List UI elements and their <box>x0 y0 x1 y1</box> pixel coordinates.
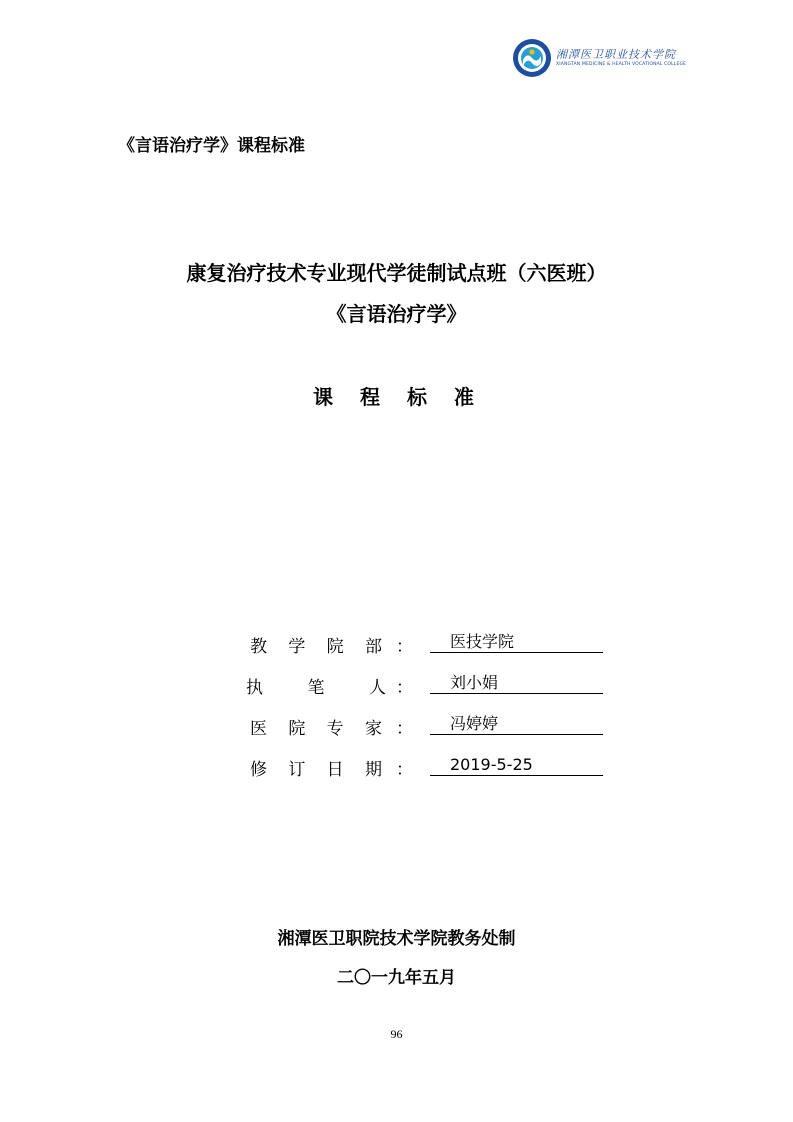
info-value: 冯婷婷 <box>430 714 603 735</box>
college-logo <box>512 38 687 78</box>
page-number: 96 <box>390 1027 403 1041</box>
info-row-revision-date <box>250 753 610 794</box>
info-table <box>246 630 610 794</box>
document-label: 《言语治疗学》课程标准 <box>118 136 305 156</box>
info-colon: ： <box>396 678 413 698</box>
info-label: 教 学 院 部 <box>250 637 382 657</box>
issuing-office: 湘潭医卫职院技术学院教务处制 <box>277 929 516 949</box>
info-label: 医 院 专 家 <box>250 719 382 739</box>
info-row-author <box>246 671 610 712</box>
standard-title: 课 程 标 准 <box>313 385 484 409</box>
logo-english-name: XIANGTAN MEDICINE & HEALTH VOCATIONAL COLLEGE <box>556 62 687 67</box>
issue-date: 二〇一九年五月 <box>337 968 456 988</box>
info-row-department <box>250 630 610 671</box>
info-row-hospital-expert <box>250 712 610 753</box>
info-value: 医技学院 <box>430 632 603 653</box>
info-colon: ： <box>396 719 413 739</box>
logo-chinese-name: 湘潭医卫职业技术学院 <box>556 48 676 61</box>
info-label: 修 订 日 期 <box>250 760 382 780</box>
info-value: 刘小娟 <box>430 673 603 694</box>
info-colon: ： <box>396 637 413 657</box>
course-title: 《言语治疗学》 <box>326 302 467 326</box>
info-label: 执 笔 人 <box>246 678 386 698</box>
info-colon: ： <box>396 760 413 780</box>
info-value: 2019-5-25 <box>430 755 603 776</box>
college-emblem-icon <box>512 38 552 78</box>
program-title: 康复治疗技术专业现代学徒制试点班（六医班） <box>186 261 607 285</box>
